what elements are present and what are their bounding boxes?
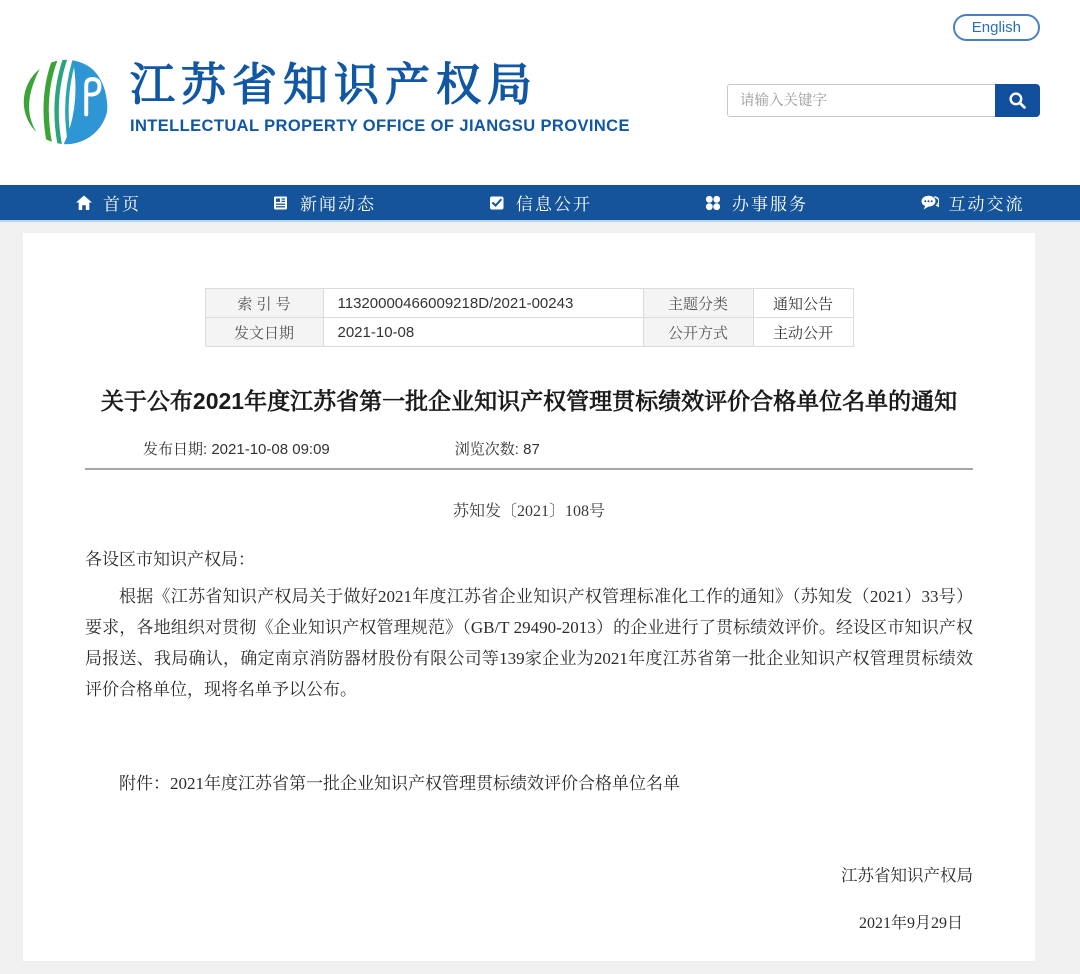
- attachment-link[interactable]: 附件：2021年度江苏省第一批企业知识产权管理贯标绩效评价合格单位名单: [119, 774, 680, 793]
- meta-value-issue-date: 2021-10-08: [323, 318, 643, 347]
- article-card: [23, 233, 1035, 961]
- search-button[interactable]: [995, 84, 1040, 117]
- salutation: 各设区市知识产权局：: [85, 550, 255, 569]
- nav-item-label: 办事服务: [732, 195, 808, 214]
- view-count: [455, 438, 540, 459]
- nav-item-label: 首页: [103, 195, 141, 214]
- divider: [85, 468, 973, 470]
- news-icon: [272, 194, 290, 212]
- info-disclosure-icon: [488, 194, 506, 212]
- nav-item-home[interactable]: [0, 185, 216, 220]
- document-meta-table: [205, 288, 854, 347]
- search-input[interactable]: [727, 84, 995, 117]
- body-paragraph: 根据《江苏省知识产权局关于做好2021年度江苏省企业知识产权管理标准化工作的通知》（苏知发（2021）33号）要求，各地组织对贯彻《企业知识产权管理规范》（GB/T 29490-2013）的企业进行了贯标绩效评价。经设区市知识产权局报送、我局确认，确定南京消防器材股份有限公司等139家企业为2021年度江苏省第一批企业知识产权管理贯标绩效评价合格单位，现将名单予以公布。: [85, 587, 973, 699]
- nav-item-label: 信息公开: [516, 195, 592, 214]
- search-icon: [1008, 91, 1027, 110]
- nav-item-label: 互动交流: [948, 195, 1025, 214]
- services-grid-icon: [704, 194, 722, 212]
- meta-label-topic-category: 主题分类: [643, 289, 753, 318]
- jiangsu-ip-office-logo-icon: [22, 58, 110, 146]
- home-icon: [75, 194, 93, 212]
- nav-item-services[interactable]: [648, 185, 864, 220]
- nav-item-news[interactable]: [216, 185, 432, 220]
- main-nav: [0, 185, 1080, 222]
- issuer-signature: 江苏省知识产权局: [841, 866, 973, 885]
- nav-item-info-disclosure[interactable]: [432, 185, 648, 220]
- nav-item-label: 新闻动态: [300, 195, 376, 214]
- meta-value-index-number: 11320000466009218D/2021-00243: [323, 289, 643, 318]
- meta-label-disclosure-method: 公开方式: [643, 318, 753, 347]
- chat-icon: [920, 194, 939, 212]
- view-count-value: 87: [523, 441, 540, 458]
- nav-item-interaction[interactable]: [864, 185, 1080, 220]
- meta-value-disclosure-method: 主动公开: [753, 318, 853, 347]
- table-row: [205, 289, 853, 318]
- search-bar: [727, 84, 1040, 117]
- page-title: 关于公布2021年度江苏省第一批企业知识产权管理贯标绩效评价合格单位名单的通知: [100, 388, 958, 414]
- table-row: [205, 318, 853, 347]
- site-header: [0, 0, 1080, 185]
- site-brand: [130, 60, 630, 136]
- meta-value-topic-category: 通知公告: [753, 289, 853, 318]
- publish-date-value: 2021-10-08 09:09: [211, 441, 330, 458]
- english-button[interactable]: English: [953, 14, 1040, 41]
- article-meta-row: [85, 438, 973, 459]
- site-title: 江苏省知识产权局: [130, 59, 539, 110]
- document-number: 苏知发〔2021〕108号: [452, 503, 605, 520]
- meta-label-index-number: 索 引 号: [205, 289, 323, 318]
- site-subtitle: INTELLECTUAL PROPERTY OFFICE OF JIANGSU PROVINCE: [130, 116, 630, 135]
- issue-date: 2021年9月29日: [858, 915, 963, 932]
- meta-label-issue-date: 发文日期: [205, 318, 323, 347]
- publish-date-label: 发布日期:: [143, 441, 208, 458]
- publish-date: [143, 438, 330, 459]
- view-count-label: 浏览次数:: [454, 441, 519, 458]
